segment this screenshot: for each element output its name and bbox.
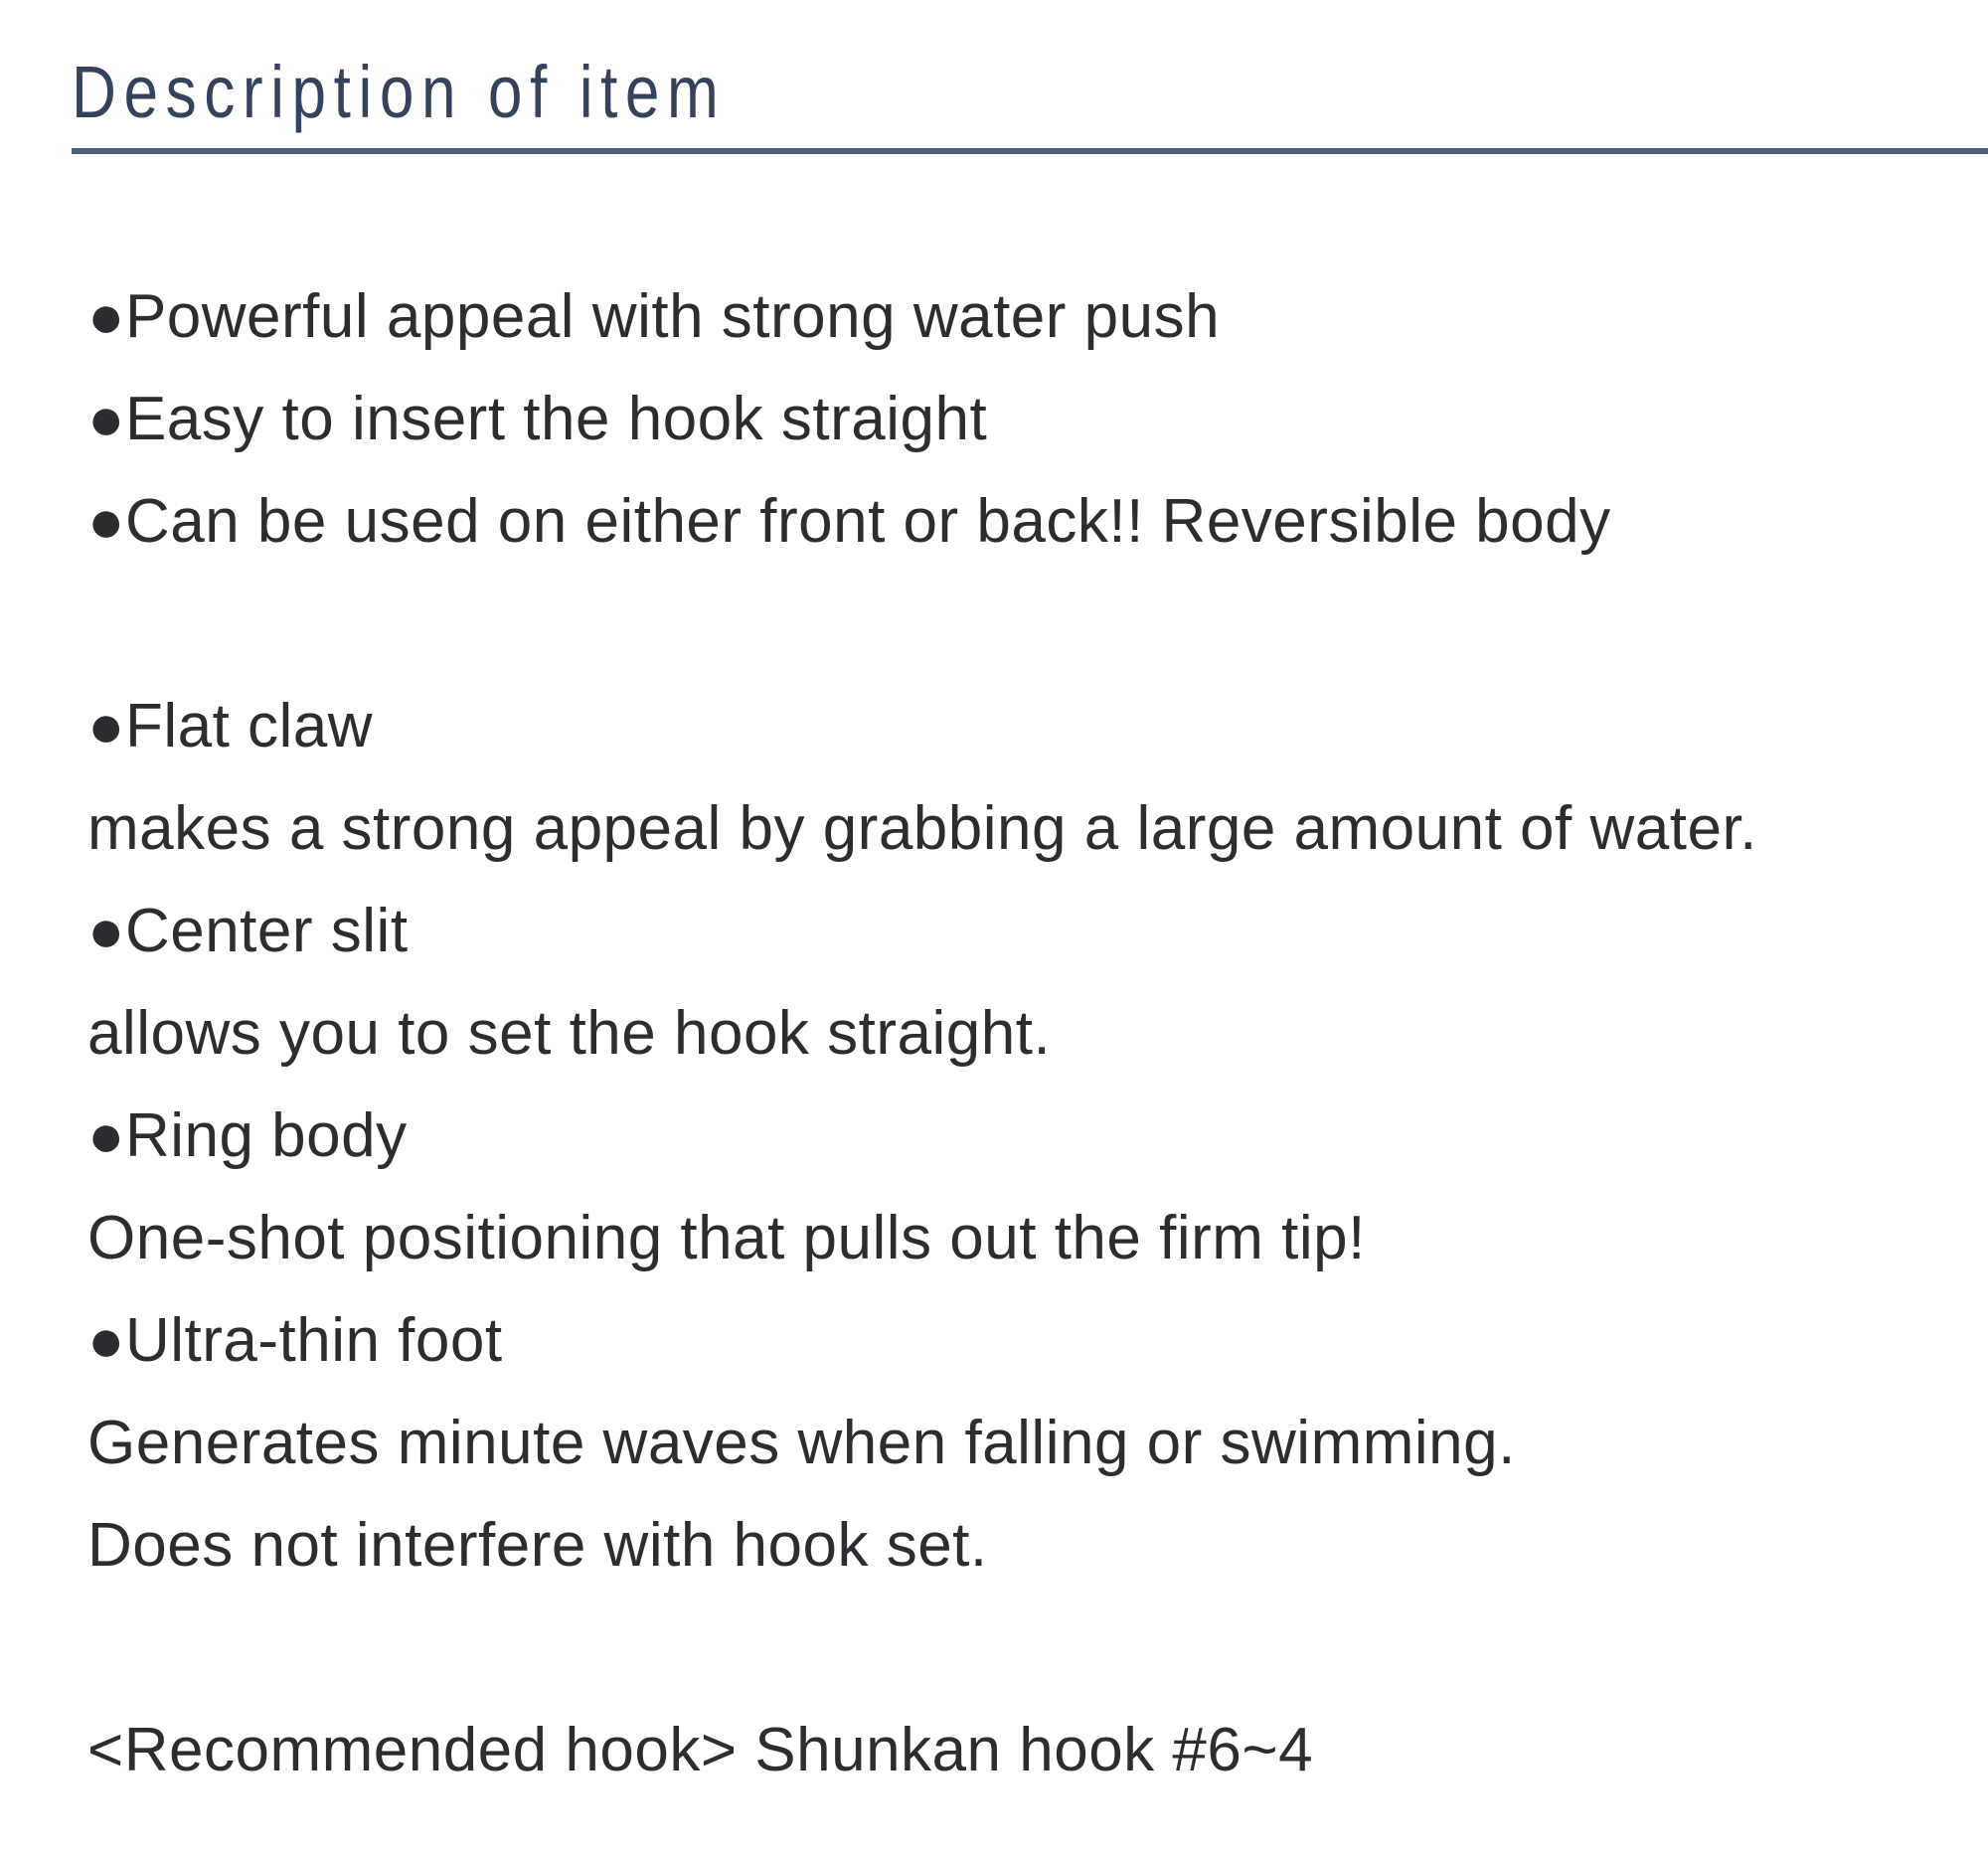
feature-line-powerful-appeal: ●Powerful appeal with strong water push [87, 282, 1221, 352]
feature-detail-ring-body: One-shot positioning that pulls out the firm tip! [87, 1204, 1366, 1273]
feature-line-center-slit: ●Center slit [87, 897, 409, 966]
feature-line-ring-body: ●Ring body [87, 1101, 408, 1171]
feature-detail-ultra-thin-foot-2: Does not interfere with hook set. [87, 1511, 988, 1581]
feature-line-ultra-thin-foot: ●Ultra-thin foot [87, 1306, 503, 1376]
feature-detail-center-slit: allows you to set the hook straight. [87, 999, 1052, 1069]
feature-detail-flat-claw: makes a strong appeal by grabbing a large amount of water. [87, 794, 1757, 864]
feature-line-flat-claw: ●Flat claw [87, 692, 374, 761]
section-title: Description of item [72, 51, 727, 133]
feature-detail-ultra-thin-foot-1: Generates minute waves when falling or swimming. [87, 1409, 1516, 1478]
blank-line [87, 1597, 1988, 1699]
description-body [72, 265, 1988, 1801]
blank-line [87, 573, 1988, 675]
feature-line-reversible-body: ●Can be used on either front or back!! Reversible body [87, 487, 1611, 557]
feature-line-easy-insert: ●Easy to insert the hook straight [87, 385, 988, 454]
section-title-underline [72, 148, 1988, 154]
recommended-hook-line: <Recommended hook> Shunkan hook #6~4 [87, 1716, 1314, 1785]
